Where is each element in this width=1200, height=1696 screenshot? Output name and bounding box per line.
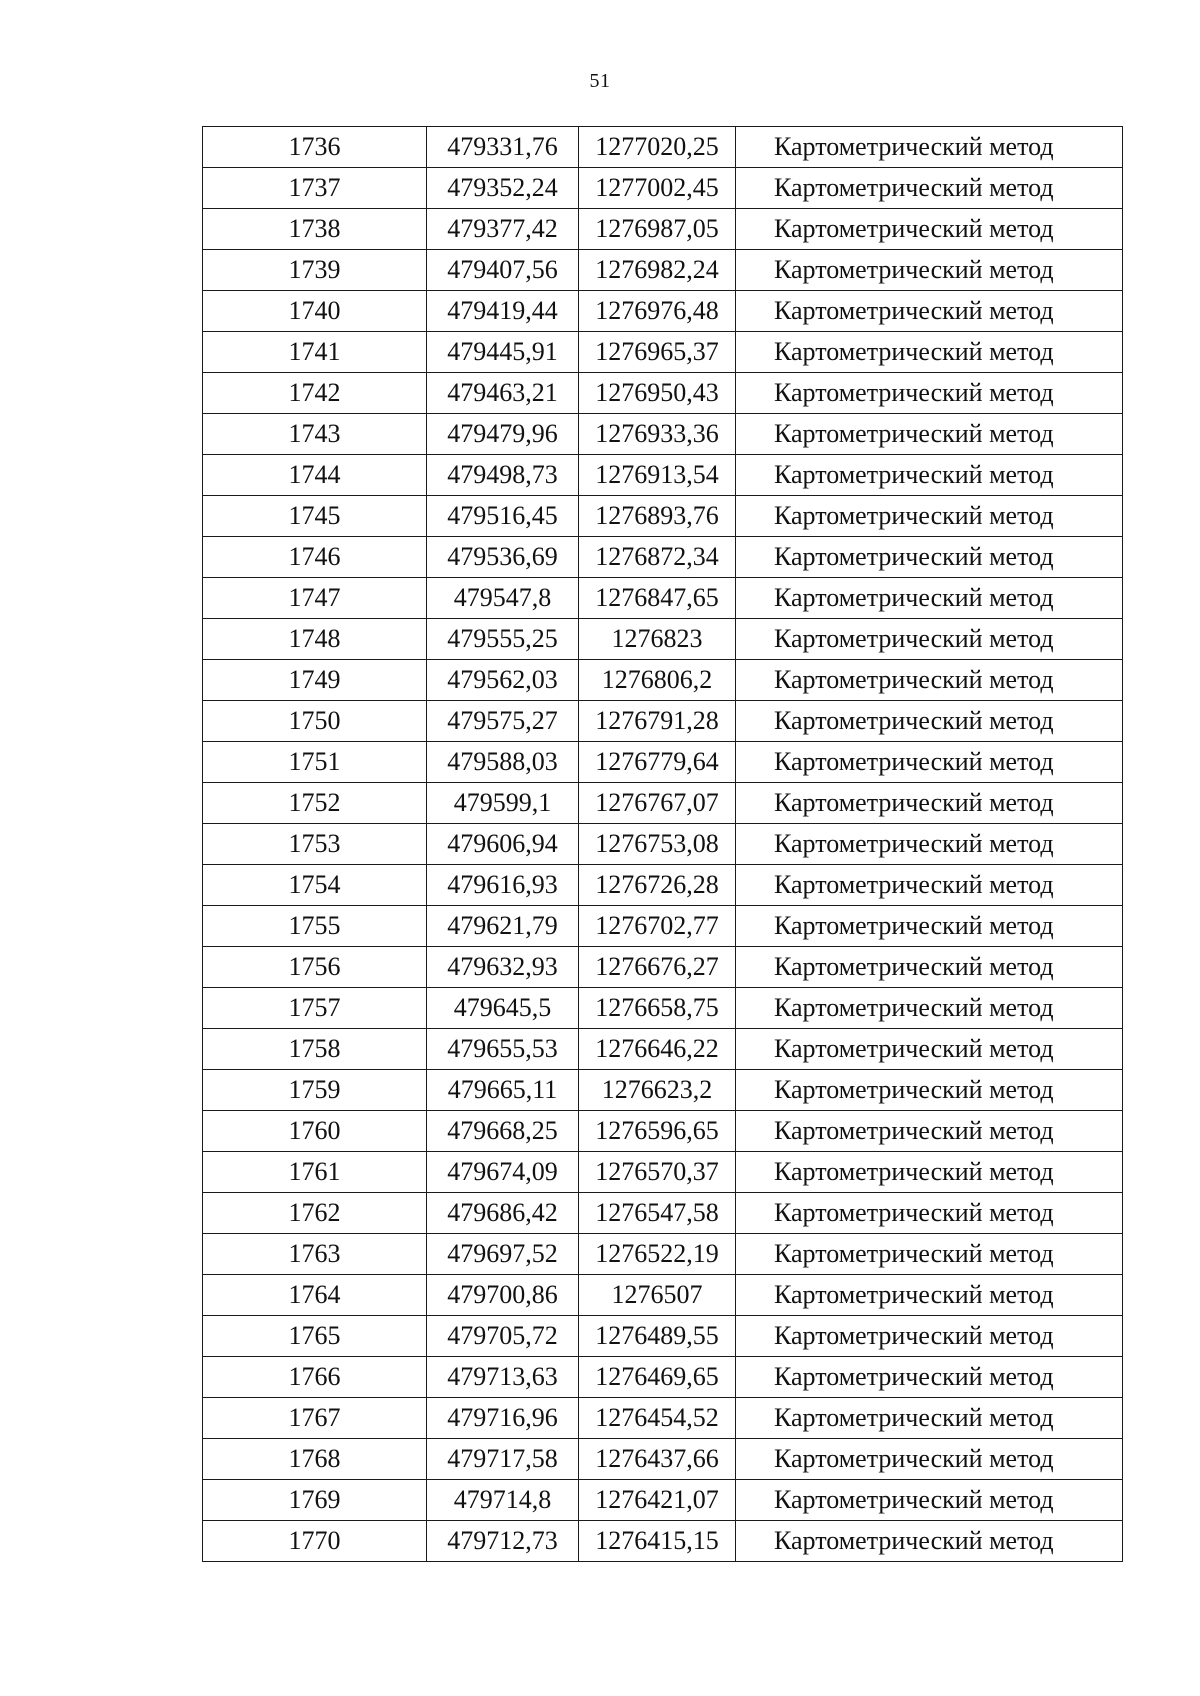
point-number-cell: 1749 <box>203 660 427 701</box>
y-coordinate-cell: 1276507 <box>579 1275 736 1316</box>
point-number-cell: 1736 <box>203 127 427 168</box>
table-row <box>203 127 1123 168</box>
x-coordinate-cell: 479377,42 <box>427 209 579 250</box>
y-coordinate-cell: 1276965,37 <box>579 332 736 373</box>
y-coordinate-cell: 1276421,07 <box>579 1480 736 1521</box>
x-coordinate-cell: 479536,69 <box>427 537 579 578</box>
x-coordinate-cell: 479712,73 <box>427 1521 579 1562</box>
table-row <box>203 742 1123 783</box>
page-number: 51 <box>589 70 611 92</box>
point-number-cell: 1757 <box>203 988 427 1029</box>
point-number-cell: 1761 <box>203 1152 427 1193</box>
y-coordinate-cell: 1276658,75 <box>579 988 736 1029</box>
point-number-cell: 1767 <box>203 1398 427 1439</box>
method-cell: Картометрический метод <box>736 578 1123 619</box>
point-number-cell: 1742 <box>203 373 427 414</box>
table-row <box>203 906 1123 947</box>
table-row <box>203 373 1123 414</box>
method-cell: Картометрический метод <box>736 209 1123 250</box>
y-coordinate-cell: 1277002,45 <box>579 168 736 209</box>
x-coordinate-cell: 479674,09 <box>427 1152 579 1193</box>
method-cell: Картометрический метод <box>736 742 1123 783</box>
x-coordinate-cell: 479445,91 <box>427 332 579 373</box>
x-coordinate-cell: 479686,42 <box>427 1193 579 1234</box>
y-coordinate-cell: 1276489,55 <box>579 1316 736 1357</box>
point-number-cell: 1765 <box>203 1316 427 1357</box>
x-coordinate-cell: 479407,56 <box>427 250 579 291</box>
method-cell: Картометрический метод <box>736 701 1123 742</box>
table-row <box>203 1275 1123 1316</box>
point-number-cell: 1760 <box>203 1111 427 1152</box>
method-cell: Картометрический метод <box>736 1111 1123 1152</box>
table-row <box>203 496 1123 537</box>
table-row <box>203 783 1123 824</box>
point-number-cell: 1758 <box>203 1029 427 1070</box>
y-coordinate-cell: 1276933,36 <box>579 414 736 455</box>
table-row <box>203 1316 1123 1357</box>
point-number-cell: 1753 <box>203 824 427 865</box>
point-number-cell: 1747 <box>203 578 427 619</box>
x-coordinate-cell: 479668,25 <box>427 1111 579 1152</box>
point-number-cell: 1766 <box>203 1357 427 1398</box>
x-coordinate-cell: 479588,03 <box>427 742 579 783</box>
point-number-cell: 1762 <box>203 1193 427 1234</box>
method-cell: Картометрический метод <box>736 1193 1123 1234</box>
method-cell: Картометрический метод <box>736 619 1123 660</box>
y-coordinate-cell: 1276791,28 <box>579 701 736 742</box>
method-cell: Картометрический метод <box>736 1398 1123 1439</box>
table-row <box>203 1029 1123 1070</box>
table-row <box>203 1398 1123 1439</box>
table-row <box>203 209 1123 250</box>
y-coordinate-cell: 1276726,28 <box>579 865 736 906</box>
x-coordinate-cell: 479562,03 <box>427 660 579 701</box>
point-number-cell: 1750 <box>203 701 427 742</box>
x-coordinate-cell: 479716,96 <box>427 1398 579 1439</box>
x-coordinate-cell: 479632,93 <box>427 947 579 988</box>
x-coordinate-cell: 479705,72 <box>427 1316 579 1357</box>
y-coordinate-cell: 1276646,22 <box>579 1029 736 1070</box>
method-cell: Картометрический метод <box>736 947 1123 988</box>
point-number-cell: 1759 <box>203 1070 427 1111</box>
point-number-cell: 1741 <box>203 332 427 373</box>
y-coordinate-cell: 1276806,2 <box>579 660 736 701</box>
method-cell: Картометрический метод <box>736 1357 1123 1398</box>
y-coordinate-cell: 1277020,25 <box>579 127 736 168</box>
point-number-cell: 1770 <box>203 1521 427 1562</box>
point-number-cell: 1764 <box>203 1275 427 1316</box>
point-number-cell: 1739 <box>203 250 427 291</box>
table-row <box>203 1111 1123 1152</box>
x-coordinate-cell: 479713,63 <box>427 1357 579 1398</box>
x-coordinate-cell: 479331,76 <box>427 127 579 168</box>
method-cell: Картометрический метод <box>736 332 1123 373</box>
x-coordinate-cell: 479599,1 <box>427 783 579 824</box>
point-number-cell: 1748 <box>203 619 427 660</box>
table-row <box>203 537 1123 578</box>
y-coordinate-cell: 1276872,34 <box>579 537 736 578</box>
x-coordinate-cell: 479516,45 <box>427 496 579 537</box>
table-row <box>203 455 1123 496</box>
point-number-cell: 1737 <box>203 168 427 209</box>
x-coordinate-cell: 479655,53 <box>427 1029 579 1070</box>
method-cell: Картометрический метод <box>736 1029 1123 1070</box>
y-coordinate-cell: 1276823 <box>579 619 736 660</box>
table-row <box>203 1439 1123 1480</box>
y-coordinate-cell: 1276596,65 <box>579 1111 736 1152</box>
table-row <box>203 660 1123 701</box>
y-coordinate-cell: 1276570,37 <box>579 1152 736 1193</box>
table-row <box>203 988 1123 1029</box>
y-coordinate-cell: 1276767,07 <box>579 783 736 824</box>
x-coordinate-cell: 479606,94 <box>427 824 579 865</box>
table-row <box>203 1480 1123 1521</box>
table-row <box>203 701 1123 742</box>
point-number-cell: 1751 <box>203 742 427 783</box>
y-coordinate-cell: 1276623,2 <box>579 1070 736 1111</box>
x-coordinate-cell: 479498,73 <box>427 455 579 496</box>
table-row <box>203 824 1123 865</box>
y-coordinate-cell: 1276469,65 <box>579 1357 736 1398</box>
y-coordinate-cell: 1276547,58 <box>579 1193 736 1234</box>
method-cell: Картометрический метод <box>736 537 1123 578</box>
point-number-cell: 1755 <box>203 906 427 947</box>
point-number-cell: 1768 <box>203 1439 427 1480</box>
y-coordinate-cell: 1276415,15 <box>579 1521 736 1562</box>
table-row <box>203 947 1123 988</box>
method-cell: Картометрический метод <box>736 250 1123 291</box>
method-cell: Картометрический метод <box>736 1316 1123 1357</box>
method-cell: Картометрический метод <box>736 127 1123 168</box>
x-coordinate-cell: 479700,86 <box>427 1275 579 1316</box>
table-row <box>203 1234 1123 1275</box>
method-cell: Картометрический метод <box>736 373 1123 414</box>
y-coordinate-cell: 1276976,48 <box>579 291 736 332</box>
point-number-cell: 1769 <box>203 1480 427 1521</box>
method-cell: Картометрический метод <box>736 783 1123 824</box>
x-coordinate-cell: 479555,25 <box>427 619 579 660</box>
x-coordinate-cell: 479697,52 <box>427 1234 579 1275</box>
method-cell: Картометрический метод <box>736 1234 1123 1275</box>
y-coordinate-cell: 1276779,64 <box>579 742 736 783</box>
table-row <box>203 1070 1123 1111</box>
coordinates-table-body <box>203 127 1123 1562</box>
point-number-cell: 1752 <box>203 783 427 824</box>
point-number-cell: 1756 <box>203 947 427 988</box>
point-number-cell: 1738 <box>203 209 427 250</box>
method-cell: Картометрический метод <box>736 414 1123 455</box>
table-row <box>203 291 1123 332</box>
x-coordinate-cell: 479616,93 <box>427 865 579 906</box>
table-row <box>203 619 1123 660</box>
x-coordinate-cell: 479717,58 <box>427 1439 579 1480</box>
method-cell: Картометрический метод <box>736 1070 1123 1111</box>
x-coordinate-cell: 479665,11 <box>427 1070 579 1111</box>
method-cell: Картометрический метод <box>736 660 1123 701</box>
x-coordinate-cell: 479575,27 <box>427 701 579 742</box>
table-row <box>203 1521 1123 1562</box>
method-cell: Картометрический метод <box>736 1152 1123 1193</box>
x-coordinate-cell: 479714,8 <box>427 1480 579 1521</box>
y-coordinate-cell: 1276913,54 <box>579 455 736 496</box>
method-cell: Картометрический метод <box>736 455 1123 496</box>
y-coordinate-cell: 1276987,05 <box>579 209 736 250</box>
table-row <box>203 332 1123 373</box>
method-cell: Картометрический метод <box>736 1480 1123 1521</box>
x-coordinate-cell: 479621,79 <box>427 906 579 947</box>
x-coordinate-cell: 479479,96 <box>427 414 579 455</box>
y-coordinate-cell: 1276982,24 <box>579 250 736 291</box>
method-cell: Картометрический метод <box>736 168 1123 209</box>
method-cell: Картометрический метод <box>736 988 1123 1029</box>
y-coordinate-cell: 1276950,43 <box>579 373 736 414</box>
y-coordinate-cell: 1276437,66 <box>579 1439 736 1480</box>
method-cell: Картометрический метод <box>736 1439 1123 1480</box>
method-cell: Картометрический метод <box>736 1521 1123 1562</box>
table-row <box>203 168 1123 209</box>
x-coordinate-cell: 479352,24 <box>427 168 579 209</box>
x-coordinate-cell: 479645,5 <box>427 988 579 1029</box>
point-number-cell: 1745 <box>203 496 427 537</box>
method-cell: Картометрический метод <box>736 291 1123 332</box>
y-coordinate-cell: 1276522,19 <box>579 1234 736 1275</box>
y-coordinate-cell: 1276753,08 <box>579 824 736 865</box>
point-number-cell: 1746 <box>203 537 427 578</box>
table-row <box>203 1152 1123 1193</box>
point-number-cell: 1743 <box>203 414 427 455</box>
method-cell: Картометрический метод <box>736 865 1123 906</box>
point-number-cell: 1763 <box>203 1234 427 1275</box>
y-coordinate-cell: 1276702,77 <box>579 906 736 947</box>
x-coordinate-cell: 479547,8 <box>427 578 579 619</box>
method-cell: Картометрический метод <box>736 496 1123 537</box>
x-coordinate-cell: 479419,44 <box>427 291 579 332</box>
point-number-cell: 1754 <box>203 865 427 906</box>
y-coordinate-cell: 1276893,76 <box>579 496 736 537</box>
method-cell: Картометрический метод <box>736 1275 1123 1316</box>
method-cell: Картометрический метод <box>736 824 1123 865</box>
y-coordinate-cell: 1276454,52 <box>579 1398 736 1439</box>
point-number-cell: 1740 <box>203 291 427 332</box>
table-row <box>203 865 1123 906</box>
x-coordinate-cell: 479463,21 <box>427 373 579 414</box>
y-coordinate-cell: 1276676,27 <box>579 947 736 988</box>
table-row <box>203 1357 1123 1398</box>
y-coordinate-cell: 1276847,65 <box>579 578 736 619</box>
table-row <box>203 1193 1123 1234</box>
point-number-cell: 1744 <box>203 455 427 496</box>
table-row <box>203 414 1123 455</box>
table-row <box>203 578 1123 619</box>
method-cell: Картометрический метод <box>736 906 1123 947</box>
coordinates-table <box>202 126 1123 1562</box>
table-row <box>203 250 1123 291</box>
